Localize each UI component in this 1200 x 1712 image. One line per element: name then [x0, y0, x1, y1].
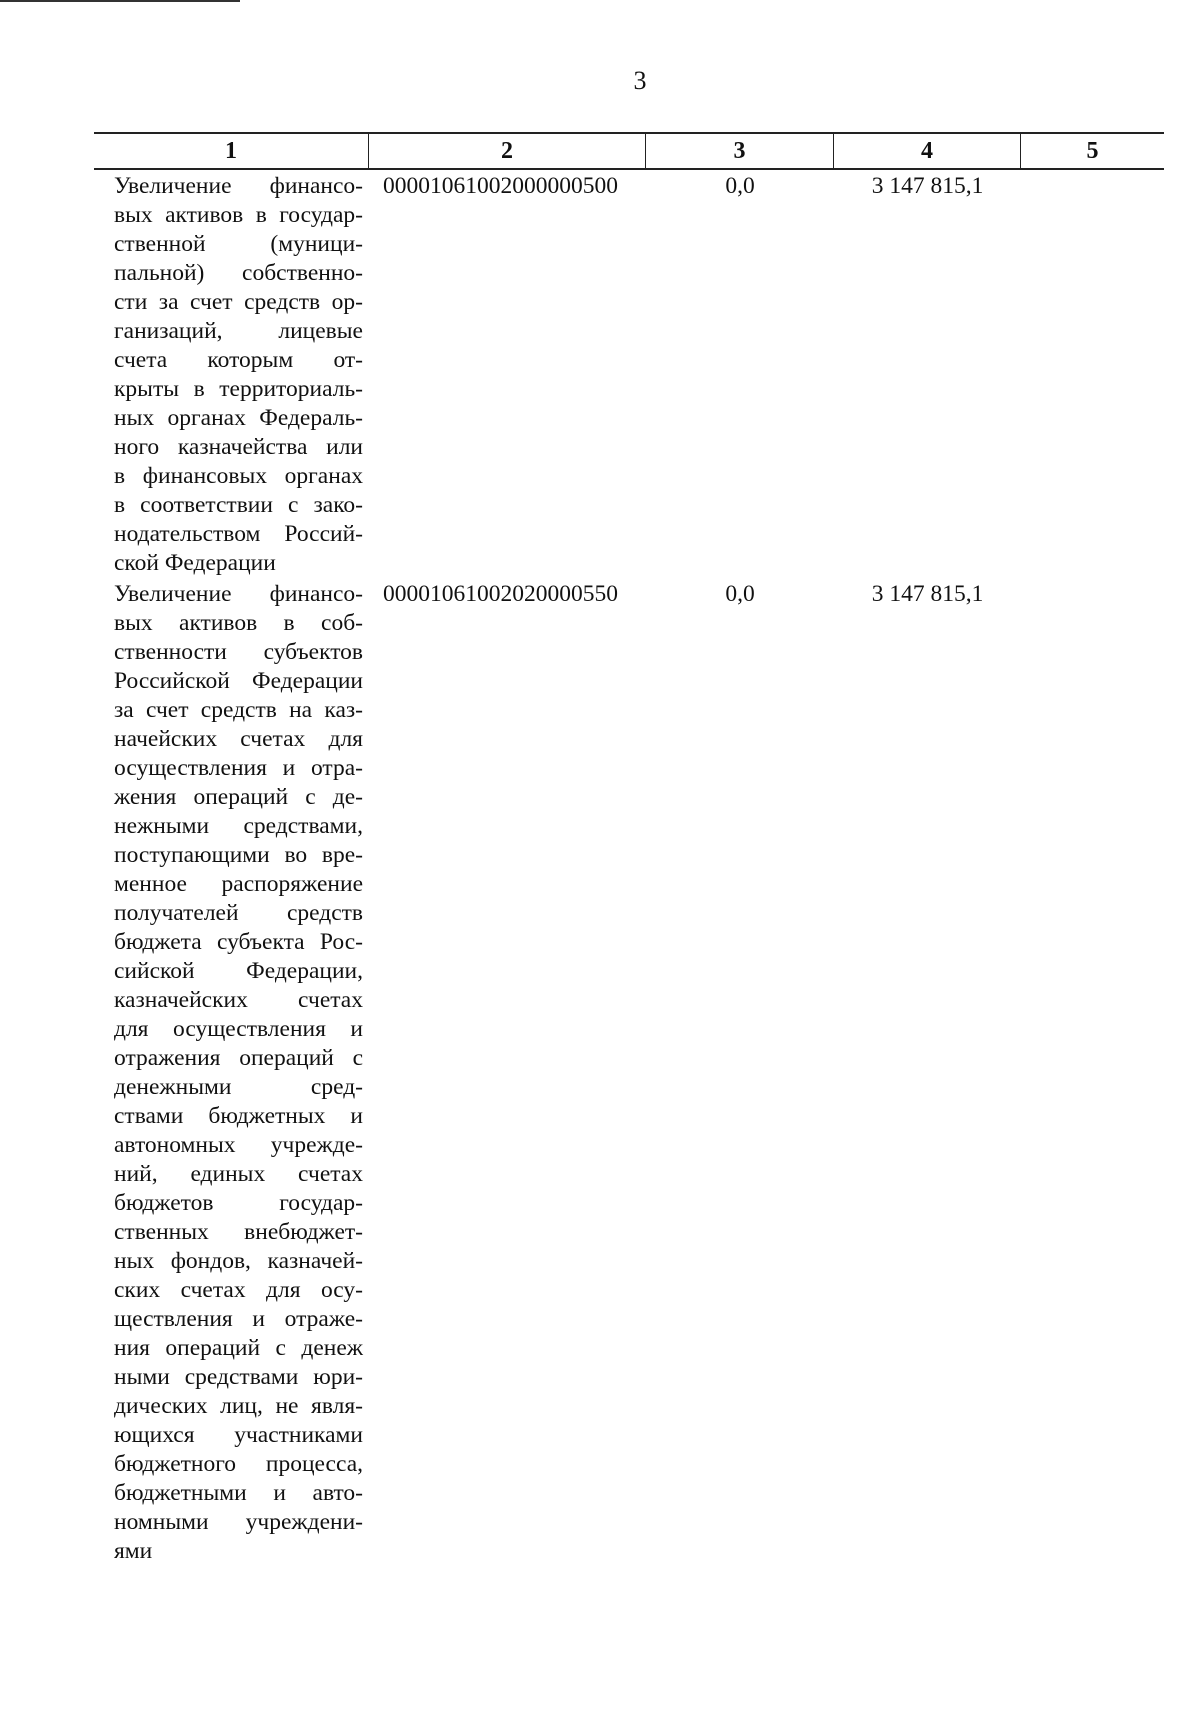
- description-line: ственных внебюджет-: [114, 1219, 363, 1245]
- description-line: нодательством Россий-: [114, 521, 363, 547]
- description-line: ских счетах для осу-: [114, 1277, 363, 1303]
- description-line: ской Федерации: [114, 550, 276, 576]
- description-line: получателей средств: [114, 900, 363, 926]
- description-line: для осуществления и: [114, 1016, 363, 1042]
- description-line: ных органах Федераль-: [114, 405, 363, 431]
- description-line: начейских счетах для: [114, 726, 363, 752]
- description-line: сти за счет средств ор-: [114, 289, 363, 315]
- description-line: ществления и отраже-: [114, 1306, 363, 1332]
- row-col4-value: 3 147 815,1: [871, 581, 984, 607]
- description-line: бюджетными и авто-: [114, 1480, 363, 1506]
- description-line: жения операций с де-: [114, 784, 363, 810]
- description-line: бюджетного процесса,: [114, 1451, 363, 1477]
- table-row: [94, 580, 1164, 1566]
- description-line: бюджетов государ-: [114, 1190, 363, 1216]
- description-line: осуществления и отра-: [114, 755, 363, 781]
- header-col-1: 1: [94, 134, 369, 168]
- description-line: денежными сред-: [114, 1074, 363, 1100]
- description-line: вых активов в соб-: [114, 610, 363, 636]
- description-line: ния операций с денеж: [114, 1335, 363, 1361]
- description-line: дических лиц, не явля-: [114, 1393, 363, 1419]
- table-header-row: [94, 132, 1164, 170]
- description-line: автономных учрежде-: [114, 1132, 363, 1158]
- description-line: счета которым от-: [114, 347, 363, 373]
- row-description: [94, 580, 369, 1566]
- description-line: бюджета субъекта Рос-: [114, 929, 363, 955]
- description-line: ний, единых счетах: [114, 1161, 363, 1187]
- description-line: ющихся участниками: [114, 1422, 363, 1448]
- row-col4-value: 3 147 815,1: [871, 173, 984, 199]
- header-col-4: 4: [834, 134, 1021, 168]
- header-col-5: 5: [1086, 137, 1099, 164]
- description-line: Увеличение финансо-: [114, 581, 363, 607]
- description-line: ственной (муници-: [114, 231, 363, 257]
- description-line: сийской Федерации,: [114, 958, 363, 984]
- description-line: крыты в территориаль-: [114, 376, 363, 402]
- description-line: за счет средств на каз-: [114, 697, 363, 723]
- page-number: 3: [633, 66, 647, 95]
- description-line: ными средствами юри-: [114, 1364, 363, 1390]
- description-line: Российской Федерации: [114, 668, 363, 694]
- row-col3-value: 0,0: [725, 173, 755, 199]
- description-line: в финансовых органах: [114, 463, 363, 489]
- header-col-3: 3: [646, 134, 834, 168]
- row-code: 00001061002020000550: [383, 581, 618, 607]
- description-line: ных фондов, казначей-: [114, 1248, 363, 1274]
- description-line: отражения операций с: [114, 1045, 363, 1071]
- description-line: в соответствии с зако-: [114, 492, 363, 518]
- description-line: пальной) собственно-: [114, 260, 363, 286]
- description-line: нежными средствами,: [114, 813, 363, 839]
- description-line: ганизаций, лицевые: [114, 318, 363, 344]
- description-line: номными учреждени-: [114, 1509, 363, 1535]
- row-col3-value: 0,0: [725, 581, 755, 607]
- description-line: ственности субъектов: [114, 639, 363, 665]
- description-line: менное распоряжение: [114, 871, 363, 897]
- table-row: [94, 172, 1164, 578]
- description-line: ями: [114, 1538, 153, 1564]
- row-description: [94, 172, 369, 578]
- description-line: поступающими во вре-: [114, 842, 363, 868]
- description-line: вых активов в государ-: [114, 202, 363, 228]
- description-line: Увеличение финансо-: [114, 173, 363, 199]
- description-line: ствами бюджетных и: [114, 1103, 363, 1129]
- header-col-2: 2: [369, 134, 646, 168]
- description-line: ного казначейства или: [114, 434, 363, 460]
- row-code: 00001061002000000500: [383, 173, 618, 199]
- scan-edge-mark: [0, 0, 240, 2]
- description-line: казначейских счетах: [114, 987, 363, 1013]
